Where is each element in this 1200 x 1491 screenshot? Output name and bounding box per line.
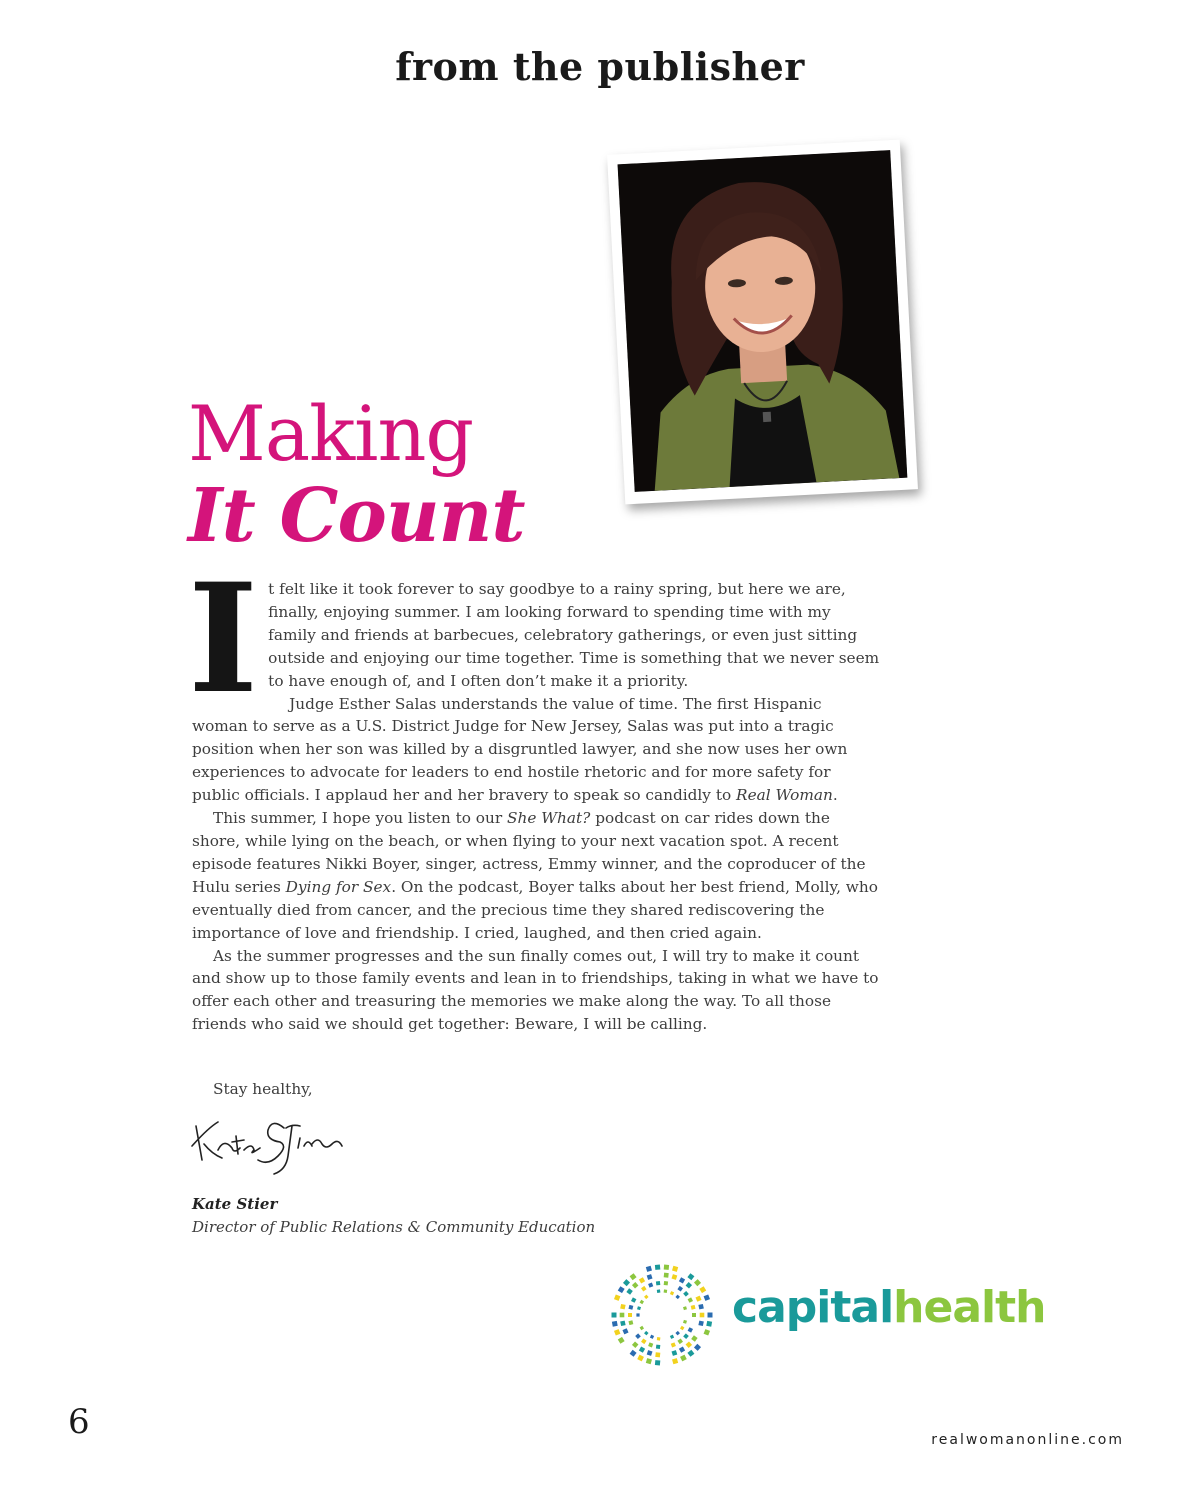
website-url: realwomanonline.com xyxy=(931,1432,1124,1448)
paragraph-3: This summer, I hope you listen to our She What? podcast on car rides down the shore, while lying on the beach, or when flying to your next vacation spot. A recent episode features Nikki Boyer, singer, actress, Emmy winner, and the coproducer of the Hulu series Dying for Sex. On the podcast, Boyer talks about her best friend, Molly, who eventually died from cancer, and the precious time they shared rediscovering the importance of love and friendship. I cried, laughed, and then cried again. xyxy=(192,809,878,942)
paragraph-1: t felt like it took forever to say goodbye to a rainy spring, but here we are, finally, enjoying summer. I am looking forward to spending time with my family and friends at barbecues, celebratory gatherings, or even just sitting outside and enjoying our time together. Time is something that we never seem to have enough of, and I often don’t make it a priority. xyxy=(268,580,880,690)
headline-line-1: Making xyxy=(188,389,474,478)
signer-name: Kate Stier xyxy=(192,1195,278,1213)
signer-title: Director of Public Relations & Community Education xyxy=(192,1218,596,1236)
paragraph-4: As the summer progresses and the sun finally comes out, I will try to make it count and show up to those family events and lean in to friendships, taking in what we have to offer each other and treasuring the memories we make along the way. To all those friends who said we should get together: Beware, I will be calling. xyxy=(192,946,879,1034)
handwritten-signature xyxy=(188,1108,348,1178)
publisher-photo-frame xyxy=(607,140,918,505)
capital-health-logo-mark xyxy=(606,1259,718,1371)
closing-line: Stay healthy, xyxy=(213,1080,313,1098)
article-body xyxy=(188,551,882,1036)
paragraph-2: Judge Esther Salas understands the value of time. The first Hispanic woman to serve as a U.S. District Judge for New Jersey, Salas was put into a tragic position when her son was killed by a disgruntled lawyer, and she now uses her own experiences to advocate for leaders to end hostile rhetoric and for more safety for public officials. I applaud her and her bravery to speak so candidly to Real Woman. xyxy=(192,694,848,805)
capital-health-wordmark: capitalhealth xyxy=(732,1282,1046,1333)
publisher-photo xyxy=(618,150,908,492)
headline xyxy=(188,389,525,559)
page-number: 6 xyxy=(68,1402,90,1442)
headline-line-2: It Count xyxy=(188,473,525,559)
drop-cap: I xyxy=(188,551,259,727)
section-title: from the publisher xyxy=(395,44,805,89)
